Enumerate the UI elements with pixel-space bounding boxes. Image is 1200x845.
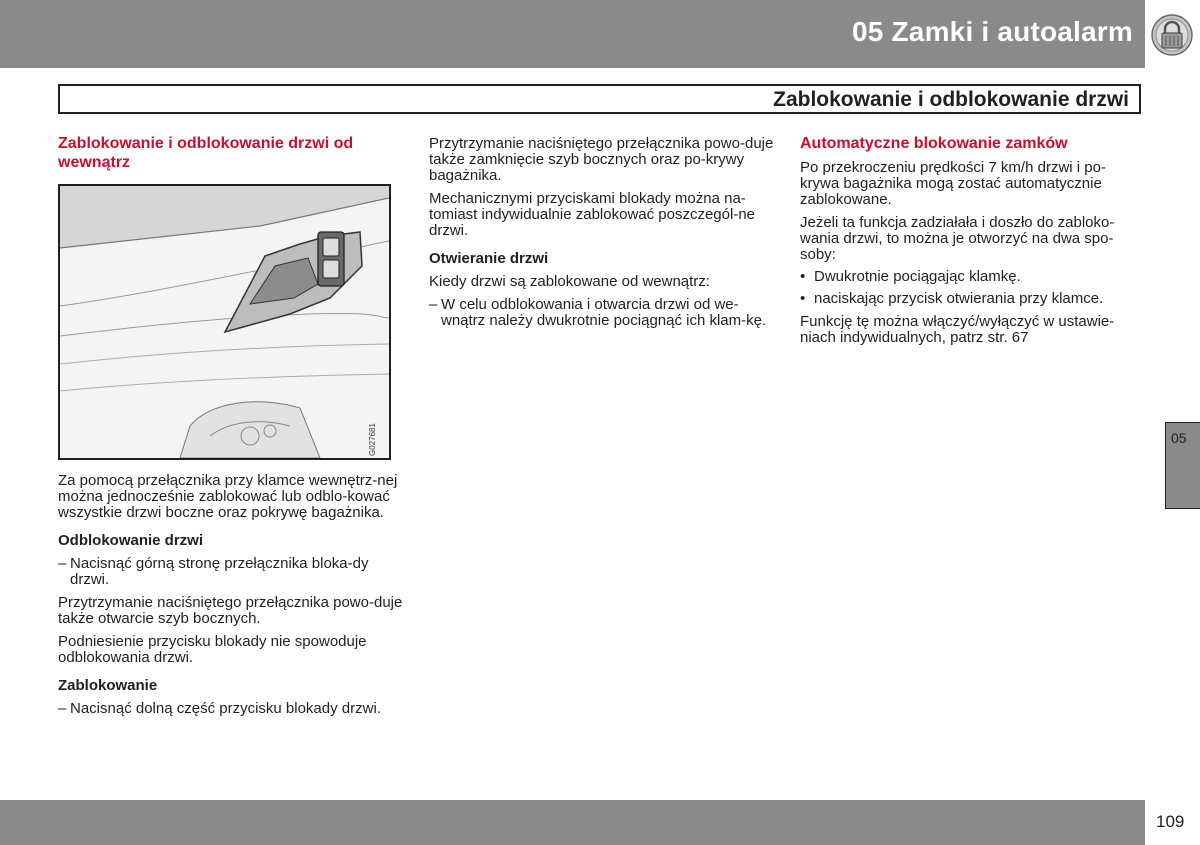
open-paragraph: Kiedy drzwi są zablokowane od wewnątrz:	[429, 273, 710, 290]
heading-auto-lock: Automatyczne blokowanie zamków	[800, 135, 1068, 152]
header-bar	[0, 0, 1145, 68]
auto-lock-paragraph-3: Funkcję tę można włączyć/wyłączyć w ustawie-niach indywidualnych, patrz str. 67	[800, 313, 1115, 346]
intro-paragraph: Za pomocą przełącznika przy klamce wewnętrz-nej można jednocześnie zablokować lub odblo-kować wszystkie drzwi boczne oraz pokrywę bagażnika.	[58, 472, 398, 521]
column-left	[58, 134, 403, 717]
list-item	[800, 291, 1145, 307]
list-item	[800, 269, 1145, 285]
open-step-text: W celu odblokowania i otwarcia drzwi od we-wnątrz należy dwukrotnie pociągnąć ich klam-kę.	[441, 296, 767, 329]
unlock-paragraph-2: Podniesienie przycisku blokady nie spowoduje odblokowania drzwi.	[58, 633, 367, 666]
chapter-title: 05 Zamki i autoalarm	[851, 16, 1133, 47]
section-title-box	[58, 84, 1141, 114]
footer-bar	[0, 800, 1145, 845]
heading-lock-from-inside: Zablokowanie i odblokowanie drzwi od wewnątrz	[58, 135, 354, 171]
unlock-paragraph-1: Przytrzymanie naciśniętego przełącznika powo-duje także otwarcie szyb bocznych.	[58, 594, 403, 627]
figure-code: G027681	[368, 423, 377, 456]
bullet-marker: •	[800, 268, 806, 285]
bullet-marker: •	[800, 290, 806, 307]
dash-marker: –	[58, 555, 67, 572]
section-title: Zablokowanie i odblokowanie drzwi	[773, 88, 1129, 111]
unlock-step	[58, 556, 403, 588]
door-switch-illustration	[58, 184, 391, 460]
open-step	[429, 297, 774, 329]
heading-lock: Zablokowanie	[58, 677, 158, 694]
page-number: 109	[1156, 812, 1185, 831]
lock-step	[58, 701, 403, 717]
unlock-step-text: Nacisnąć górną stronę przełącznika bloka-dy drzwi.	[70, 555, 369, 588]
lock-step-text: Nacisnąć dolną część przycisku blokady drzwi.	[70, 700, 381, 717]
column-right	[800, 134, 1145, 346]
chapter-side-tab	[1165, 422, 1200, 509]
mechanical-paragraph: Mechanicznymi przyciskami blokady można na-tomiast indywidualnie zablokować poszczegól-ne drzwi.	[429, 190, 756, 239]
heading-open-doors: Otwieranie drzwi	[429, 250, 549, 267]
heading-unlock: Odblokowanie drzwi	[58, 532, 204, 549]
auto-lock-paragraph-1: Po przekroczeniu prędkości 7 km/h drzwi i po-krywa bagażnika mogą zostać automatycznie zablokowane.	[800, 159, 1106, 208]
column-middle	[429, 136, 774, 329]
side-tab-label: 05	[1171, 430, 1187, 446]
dash-marker: –	[429, 296, 438, 313]
windows-paragraph: Przytrzymanie naciśniętego przełącznika powo-duje także zamknięcie szyb bocznych oraz po-krywy bagażnika.	[429, 135, 774, 184]
door-panel-drawing	[60, 186, 389, 458]
padlock-icon	[1150, 13, 1194, 57]
bullet-text: Dwukrotnie pociągając klamkę.	[814, 268, 1021, 285]
bullet-text: naciskając przycisk otwierania przy klamce.	[814, 290, 1104, 307]
dash-marker: –	[58, 700, 67, 717]
auto-lock-paragraph-2: Jeżeli ta funkcja zadziałała i doszło do zabloko-wania drzwi, to można je otworzyć na dwa spo-soby:	[800, 214, 1115, 263]
